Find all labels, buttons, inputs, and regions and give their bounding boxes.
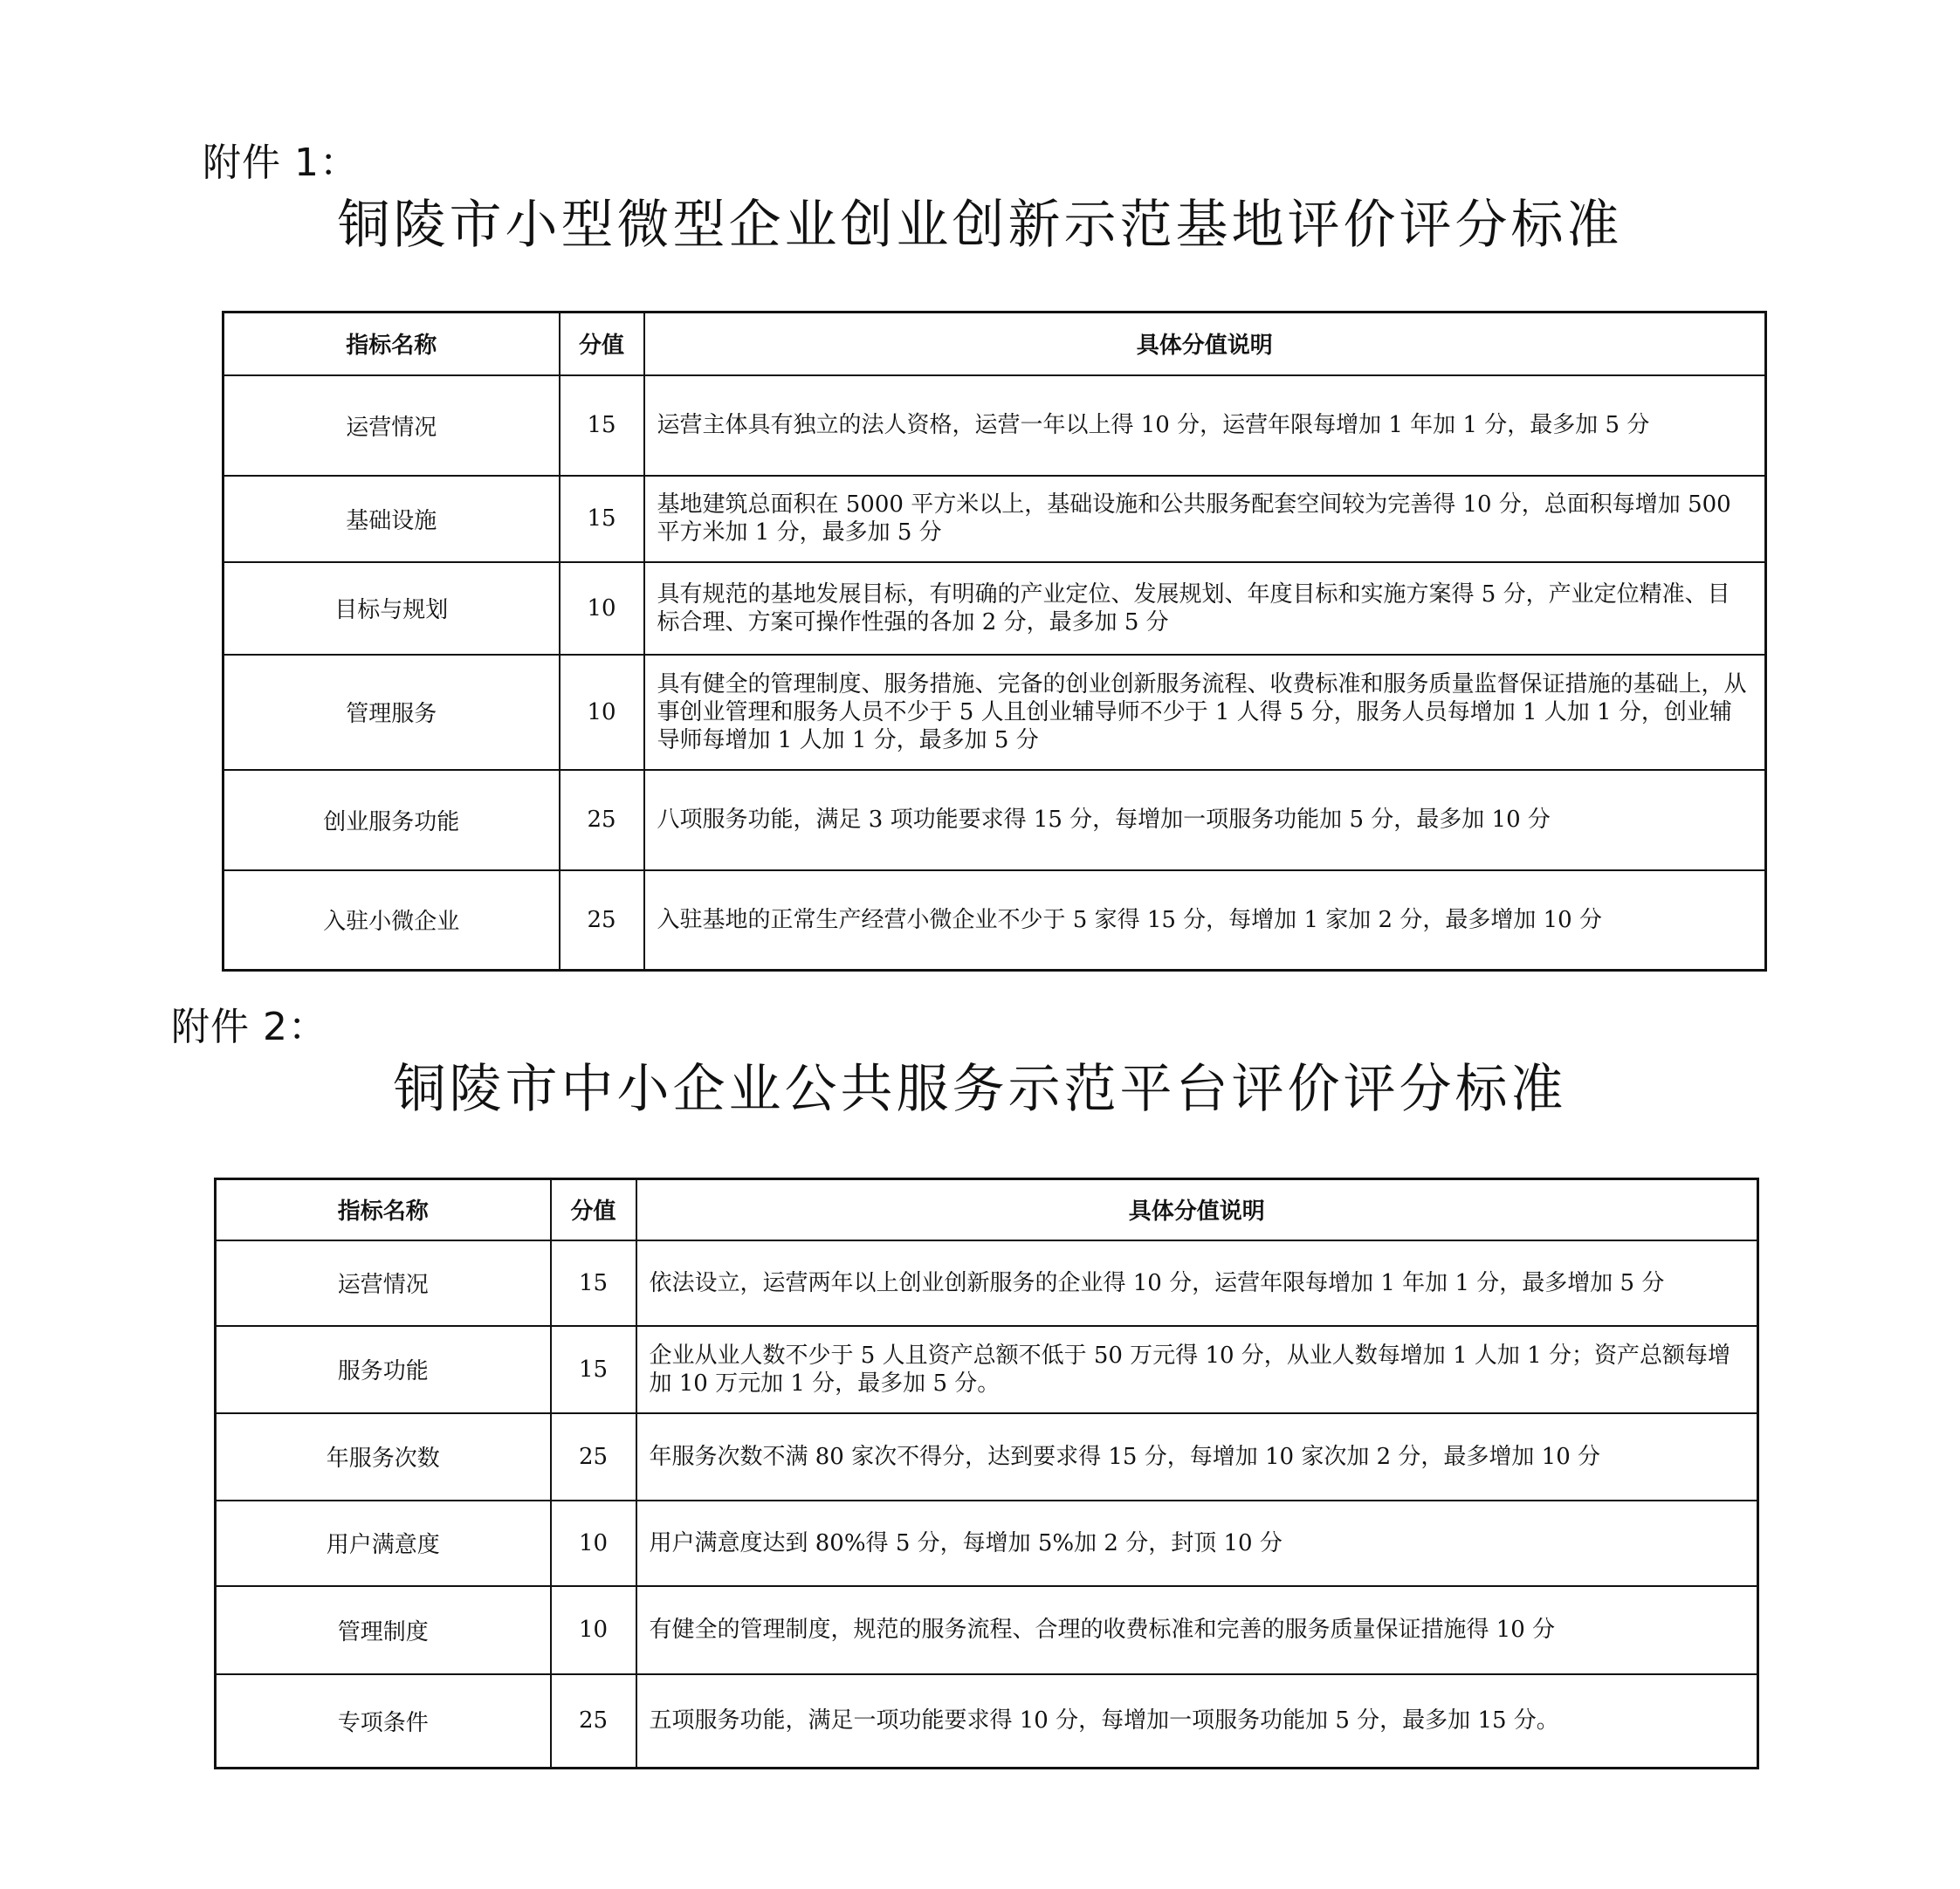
table-row (216, 1326, 1758, 1413)
header-indicator-name: 指标名称 (216, 1179, 551, 1240)
attachment-2-title: 铜陵市中小企业公共服务示范平台评价评分标准 (393, 1059, 1567, 1120)
indicator-name: 管理制度 (216, 1586, 551, 1674)
indicator-description: 依法设立，运营两年以上创业创新服务的企业得 10 分，运营年限每增加 1 年加 1 分，最多增加 5 分 (636, 1240, 1758, 1326)
indicator-description: 用户满意度达到 80%得 5 分，每增加 5%加 2 分，封顶 10 分 (636, 1501, 1758, 1586)
indicator-description: 年服务次数不满 80 家次不得分，达到要求得 15 分，每增加 10 家次加 2 分，最多增加 10 分 (636, 1413, 1758, 1501)
indicator-description: 入驻基地的正常生产经营小微企业不少于 5 家得 15 分，每增加 1 家加 2 分，最多增加 10 分 (644, 870, 1766, 971)
indicator-description: 有健全的管理制度，规范的服务流程、合理的收费标准和完善的服务质量保证措施得 10 分 (636, 1586, 1758, 1674)
indicator-name: 运营情况 (224, 375, 560, 476)
indicator-name: 年服务次数 (216, 1413, 551, 1501)
table-row (216, 1586, 1758, 1674)
table-row (224, 770, 1766, 870)
table-row (224, 870, 1766, 971)
table-row (216, 1240, 1758, 1326)
table-row (224, 375, 1766, 476)
table-row (216, 1674, 1758, 1769)
indicator-description: 具有健全的管理制度、服务措施、完备的创业创新服务流程、收费标准和服务质量监督保证措施的基础上，从事创业管理和服务人员不少于 5 人且创业辅导师不少于 1 人得 5 分，服务人员每增加 1 人加 1 分，创业辅导师每增加 1 人加 1 分，最多加 5 分 (644, 655, 1766, 770)
table-header-row (224, 313, 1766, 375)
attachment-1-title: 铜陵市小型微型企业创业创新示范基地评价评分标准 (337, 195, 1623, 256)
indicator-score: 10 (551, 1501, 636, 1586)
indicator-score: 15 (560, 476, 644, 562)
indicator-score: 10 (560, 562, 644, 655)
indicator-score: 25 (551, 1674, 636, 1769)
indicator-name: 运营情况 (216, 1240, 551, 1326)
indicator-name: 专项条件 (216, 1674, 551, 1769)
header-description: 具体分值说明 (644, 313, 1766, 375)
indicator-description: 五项服务功能，满足一项功能要求得 10 分，每增加一项服务功能加 5 分，最多加 15 分。 (636, 1674, 1758, 1769)
table-row (216, 1413, 1758, 1501)
indicator-name: 服务功能 (216, 1326, 551, 1413)
header-indicator-name: 指标名称 (224, 313, 560, 375)
indicator-description: 运营主体具有独立的法人资格，运营一年以上得 10 分，运营年限每增加 1 年加 1 分，最多加 5 分 (644, 375, 1766, 476)
header-score: 分值 (560, 313, 644, 375)
table-row (224, 476, 1766, 562)
attachment-1-label: 附件 1： (203, 141, 359, 185)
header-score: 分值 (551, 1179, 636, 1240)
scoring-table-2 (214, 1178, 1759, 1769)
indicator-name: 管理服务 (224, 655, 560, 770)
table-row (224, 655, 1766, 770)
table-header-row (216, 1179, 1758, 1240)
indicator-score: 10 (551, 1586, 636, 1674)
indicator-score: 25 (560, 870, 644, 971)
indicator-description: 企业从业人数不少于 5 人且资产总额不低于 50 万元得 10 分，从业人数每增加 1 人加 1 分；资产总额每增加 10 万元加 1 分，最多加 5 分。 (636, 1326, 1758, 1413)
table-row (224, 562, 1766, 655)
header-description: 具体分值说明 (636, 1179, 1758, 1240)
indicator-score: 25 (560, 770, 644, 870)
indicator-description: 基地建筑总面积在 5000 平方米以上，基础设施和公共服务配套空间较为完善得 10 分，总面积每增加 500 平方米加 1 分，最多加 5 分 (644, 476, 1766, 562)
attachment-2-label: 附件 2： (171, 1005, 327, 1049)
indicator-score: 15 (551, 1240, 636, 1326)
indicator-score: 10 (560, 655, 644, 770)
indicator-name: 创业服务功能 (224, 770, 560, 870)
indicator-score: 15 (560, 375, 644, 476)
scoring-table-1 (222, 311, 1767, 972)
indicator-description: 具有规范的基地发展目标，有明确的产业定位、发展规划、年度目标和实施方案得 5 分，产业定位精准、目标合理、方案可操作性强的各加 2 分，最多加 5 分 (644, 562, 1766, 655)
indicator-name: 用户满意度 (216, 1501, 551, 1586)
indicator-score: 15 (551, 1326, 636, 1413)
indicator-name: 基础设施 (224, 476, 560, 562)
indicator-score: 25 (551, 1413, 636, 1501)
indicator-description: 八项服务功能，满足 3 项功能要求得 15 分，每增加一项服务功能加 5 分，最多加 10 分 (644, 770, 1766, 870)
table-row (216, 1501, 1758, 1586)
indicator-name: 入驻小微企业 (224, 870, 560, 971)
indicator-name: 目标与规划 (224, 562, 560, 655)
